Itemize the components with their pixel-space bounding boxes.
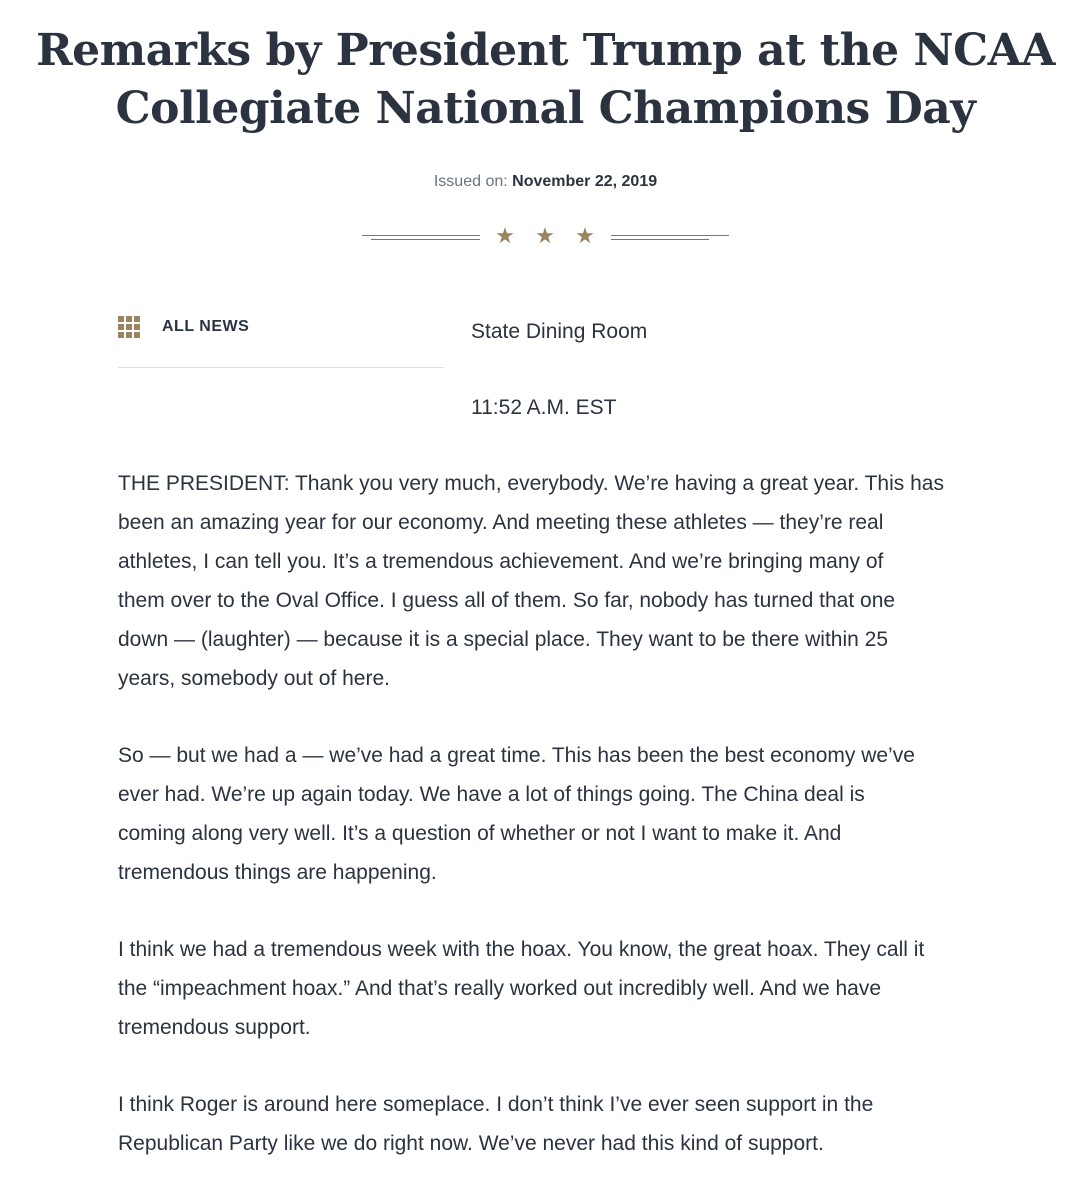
paragraph-2 (118, 736, 998, 892)
text-line: ever had. We’re up again today. We have a lot of things going. The China deal is (118, 783, 865, 806)
all-news-label: ALL NEWS (162, 318, 250, 335)
star-divider (362, 225, 729, 251)
text-line: the “impeachment hoax.” And that’s really worked out incredibly well. And we have (118, 977, 882, 1000)
divider-rule-left-bottom (371, 239, 480, 240)
text-line: So — but we had a — we’ve had a great time. This has been the best economy we’ve (118, 744, 915, 767)
page-title-line-1: Remarks by President Trump at the NCAA (36, 25, 1055, 76)
paragraph-3 (118, 930, 998, 1047)
text-line: them over to the Oval Office. I guess all of them. So far, nobody has turned that one (118, 589, 896, 612)
star-icon: ★ (575, 224, 595, 249)
text-line: coming along very well. It’s a question of whether or not I want to make it. And (118, 822, 842, 845)
divider-rule-left-top (362, 235, 480, 236)
text-line: I think Roger is around here someplace. I don’t think I’ve ever seen support in the (118, 1093, 874, 1116)
text-line: THE PRESIDENT: Thank you very much, everybody. We’re having a great year. This has (118, 472, 944, 495)
all-news-link[interactable] (118, 313, 249, 341)
star-icon: ★ (495, 224, 515, 249)
page-title-line-2: Collegiate National Champions Day (115, 83, 976, 134)
text-line: been an amazing year for our economy. And meeting these athletes — they’re real (118, 511, 884, 534)
issued-date: November 22, 2019 (512, 173, 658, 190)
time-line: 11:52 A.M. EST (471, 396, 617, 419)
star-icon: ★ (535, 224, 555, 249)
text-line: Republican Party like we do right now. We’ve never had this kind of support. (118, 1132, 824, 1155)
page-title (0, 22, 1091, 138)
text-line: I think we had a tremendous week with the hoax. You know, the great hoax. They call it (118, 938, 925, 961)
issued-on (0, 170, 1091, 194)
text-line: tremendous support. (118, 1016, 311, 1039)
text-line: tremendous things are happening. (118, 861, 437, 884)
sidebar-divider (118, 367, 444, 368)
text-line: athletes, I can tell you. It’s a tremendous achievement. And we’re bringing many of (118, 550, 884, 573)
paragraph-4 (118, 1085, 998, 1163)
divider-rule-right-top (611, 235, 729, 236)
divider-rule-right-bottom (611, 239, 709, 240)
grid-icon (118, 316, 140, 338)
text-line: years, somebody out of here. (118, 667, 390, 690)
text-line: down — (laughter) — because it is a special place. They want to be there within 25 (118, 628, 889, 651)
location-line: State Dining Room (471, 320, 648, 343)
paragraph-1 (118, 464, 998, 698)
issued-label: Issued on: (433, 173, 508, 190)
